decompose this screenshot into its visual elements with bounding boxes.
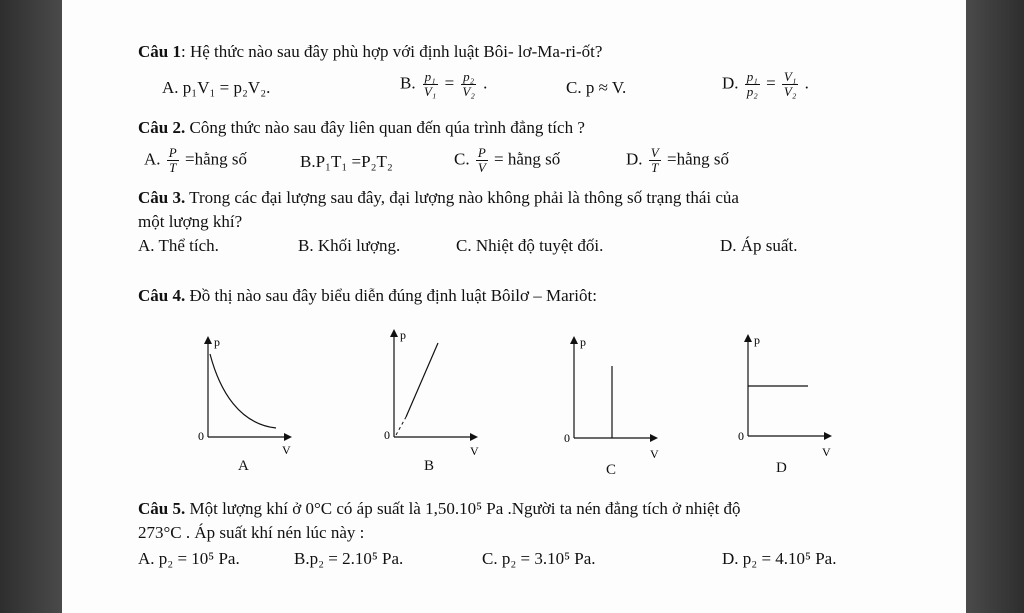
graph-b-dashed-extension (396, 417, 406, 435)
q4-title: Câu 4. (138, 286, 186, 305)
q4-question (138, 286, 597, 306)
q3-title: Câu 3. (138, 188, 186, 207)
q1-question (138, 42, 602, 62)
q5-text-line1: Một lượng khí ở 0°C có áp suất là 1,50.10⁵ Pa .Người ta nén đẳng tích ở nhiệt độ (185, 499, 741, 518)
graph-b-origin: 0 (384, 428, 390, 442)
q1-title: Câu 1 (138, 42, 181, 61)
graph-a-label: A (238, 458, 249, 474)
graph-b (376, 325, 486, 460)
q5-title: Câu 5. (138, 499, 186, 518)
graph-d-p-label: p (754, 333, 760, 347)
graph-c (556, 332, 666, 462)
q3-option-a: A. Thể tích. (138, 236, 219, 255)
graph-a-curve (210, 354, 276, 428)
q2-option-b: B.P₁T₁ =P₂T₂ (300, 152, 393, 171)
q1-d-left-fraction: $\frac{\text{p₁}}{\text{p₂}}$ (746, 69, 758, 99)
q1-text: : Hệ thức nào sau đây phù hợp với định luật Bôi- lơ-Ma-ri-ốt? (180, 42, 603, 61)
graph-c-v-label: V (650, 447, 659, 461)
q2-title: Câu 2. (138, 118, 186, 137)
q1-option-d: D. $\frac{\text{p₁}}{\text{p₂}}$ = $\frac{\text{V₁}}{\text{V₂}}$ . (722, 69, 809, 99)
graph-d (730, 330, 840, 460)
q5-question (138, 499, 741, 519)
q3-option-c: C. Nhiệt độ tuyệt đối. (456, 236, 604, 255)
q5-option-a: A. p₂ = 10⁵ Pa. (138, 549, 240, 568)
q3-option-d: D. Áp suất. (720, 236, 798, 255)
graph-b-v-label: V (470, 444, 479, 458)
q3-option-b: B. Khối lượng. (298, 236, 401, 255)
q1-b-right-fraction: $\frac{\text{p₂}}{\text{V₂}}$ (462, 69, 475, 99)
q5-text-line2: 273°C . Áp suất khí nén lúc này : (138, 523, 365, 542)
q2-text: Công thức nào sau đây liên quan đến qúa trình đẳng tích ? (185, 118, 585, 137)
graph-c-label: C (606, 462, 617, 478)
q1-d-right-fraction: $\frac{\text{V₁}}{\text{V₂}}$ (783, 69, 797, 99)
graph-a-v-label: V (282, 443, 291, 457)
q3-text-line2: một lượng khí? (138, 212, 243, 231)
q5-option-c: C. p₂ = 3.10⁵ Pa. (482, 549, 596, 568)
q2-option-a: A. $\frac{P}{T}$ =hằng số (144, 145, 247, 175)
q1-option-b: B. $\frac{\text{p₁}}{\text{V₁}}$ = $\frac{\text{p₂}}{\text{V₂}}$ . (400, 69, 488, 99)
graph-d-label: D (776, 460, 787, 476)
graph-b-label: B (424, 458, 435, 474)
graph-d-v-label: V (822, 445, 831, 459)
graph-c-origin: 0 (564, 431, 570, 445)
left-margin-shadow (0, 0, 62, 613)
q1-option-c: C. p ≈ V. (566, 78, 627, 97)
q3-text-line1: Trong các đại lượng sau đây, đại lượng nào không phải là thông số trạng thái của (185, 188, 739, 207)
graph-d-origin: 0 (738, 429, 744, 443)
q1-option-a: A. p₁V₁ = p₂V₂. (162, 78, 271, 97)
graph-a-p-label: p (214, 335, 220, 349)
document-page (62, 0, 966, 613)
q3-question (138, 188, 739, 208)
right-margin-shadow (966, 0, 1024, 613)
q5-option-d: D. p₂ = 4.10⁵ Pa. (722, 549, 837, 568)
q2-option-d: D. $\frac{V}{T}$ =hằng số (626, 145, 729, 175)
q4-text: Đồ thị nào sau đây biểu diễn đúng định luật Bôilơ – Mariôt: (185, 286, 597, 305)
q2-option-c: C. $\frac{P}{V}$ = hằng số (454, 145, 561, 175)
q1-b-left-fraction: $\frac{\text{p₁}}{\text{V₁}}$ (423, 69, 437, 99)
graph-a (190, 332, 300, 462)
graph-a-origin: 0 (198, 429, 204, 443)
graph-b-p-label: p (400, 328, 406, 342)
graph-b-line (406, 343, 438, 417)
q2-question (138, 118, 585, 138)
graph-c-p-label: p (580, 335, 586, 349)
q5-option-b: B.p₂ = 2.10⁵ Pa. (294, 549, 404, 568)
